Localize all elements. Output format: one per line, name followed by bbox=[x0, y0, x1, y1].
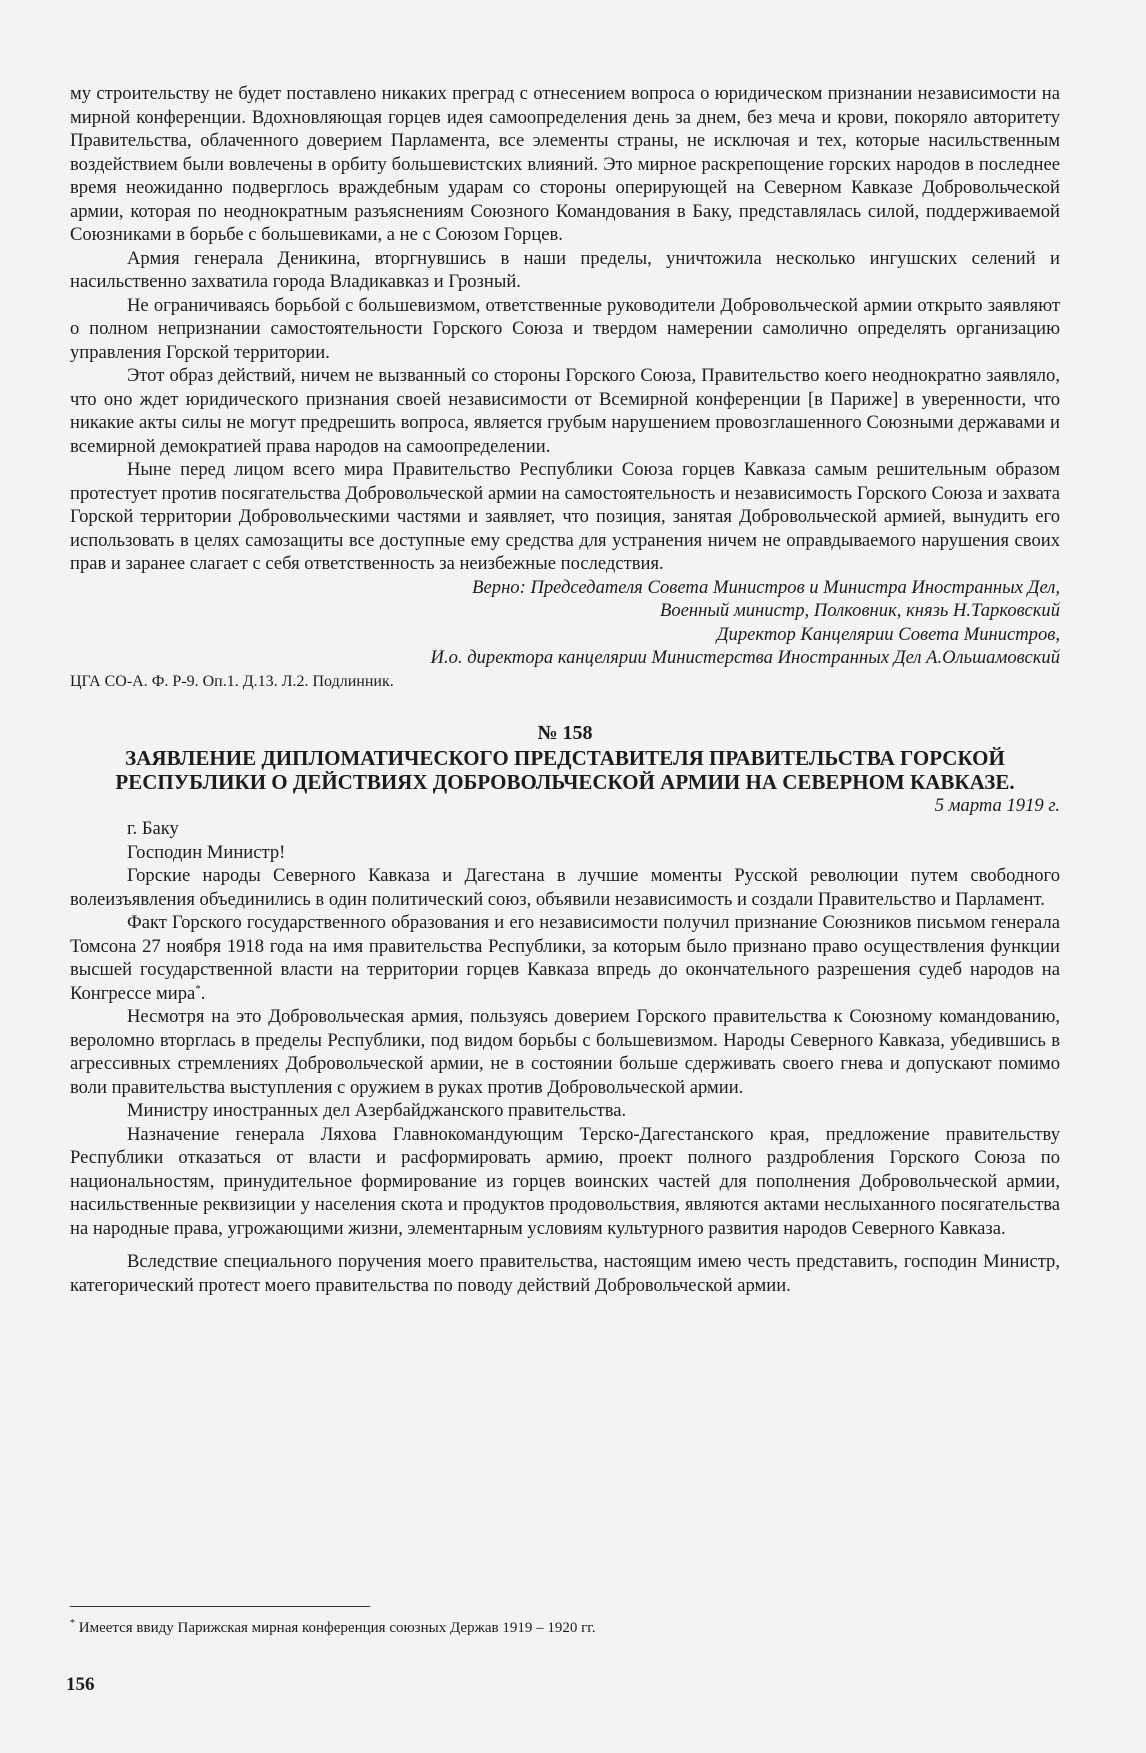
footnote-divider bbox=[70, 1606, 370, 1607]
doc158-paragraph-5: Назначение генерала Ляхова Главнокомандующим Терско-Дагестанского края, предложение правительству Республики отказаться от власти и расформировать армию, проект полного раздробления Горского Союза по национальностям, принудительное формирование из горцев воинских частей для пополнения Добровольческой армии, насильственные реквизиции у населения скота и продуктов продовольствия, являются актами неслыханного посягательства на народные права, угрожающими жизни, элементарным условиям культурного развития народов Северного Кавказа. bbox=[70, 1123, 1060, 1239]
document-number: № 158 bbox=[537, 722, 593, 744]
footnote-text: Имеется ввиду Парижская мирная конференция союзных Держав 1919 – 1920 гг. bbox=[78, 1620, 596, 1636]
body-paragraph-1: му строительству не будет поставлено никаких преград с отнесением вопроса о юридическом признании независимости на мирной конференции. Вдохновляющая горцев идея самоопределения день за днем, без меча и крови, покоряло авторитету Правительства, облаченного доверием Парламента, все элементы страны, не исключая и тех, которые насильственным воздействием были вовлечены в орбиту большевистских влияний. Это мирное раскрепощение горских народов в последнее время неожиданно подверглось враждебным ударам со стороны оперирующей на Северном Кавказе Добровольческой армии, которая по неоднократным разъяснениям Союзного Командования в Баку, представлялась силой, поддерживаемой Союзниками в борьбе с большевиками, а не с Союзом Горцев. bbox=[70, 83, 1060, 245]
footnote-mark: * bbox=[70, 1618, 75, 1629]
doc158-paragraph-6: Вследствие специального поручения моего правительства, настоящим имею честь представить, господин Министр, категорический протест моего правительства по поводу действий Добровольческой армии. bbox=[70, 1251, 1060, 1296]
footnote-reference: * bbox=[195, 982, 201, 995]
document-place: г. Баку bbox=[127, 818, 179, 839]
doc158-paragraph-2-text: Факт Горского государственного образования и его независимости получил признание Союзников письмом генерала Томсона 27 ноября 1918 года на имя правительства Республики, за которым было признано право осуществления функции высшей государственной власти на территории горцев Кавказа впредь до окончательного разрешения судеб народов на Конгрессе мира bbox=[70, 912, 1060, 1004]
document-title-line-1: ЗАЯВЛЕНИЕ ДИПЛОМАТИЧЕСКОГО ПРЕДСТАВИТЕЛЯ ПРАВИТЕЛЬСТВА ГОРСКОЙ bbox=[125, 745, 1005, 770]
footnote bbox=[70, 1620, 870, 1637]
page-number: 156 bbox=[66, 1674, 95, 1695]
signature-line-2: Военный министр, Полковник, князь Н.Тарковский bbox=[659, 600, 1060, 621]
body-paragraph-4: Этот образ действий, ничем не вызванный со стороны Горского Союза, Правительство коего неоднократно заявляло, что оно ждет юридического признания своей независимости от Всемирной конференции [в Париже] в уверенности, что никакие акты силы не могут предрешить вопроса, является грубым нарушением провозглашенного Союзными державами и всемирной демократией права народов на самоопределении. bbox=[70, 365, 1060, 457]
body-paragraph-3: Не ограничиваясь борьбой с большевизмом, ответственные руководители Добровольческой армии открыто заявляют о полном непризнании самостоятельности Горского Союза и твердом намерении самолично определять организацию управления Горской территории. bbox=[70, 294, 1060, 363]
doc158-paragraph-4: Министру иностранных дел Азербайджанского правительства. bbox=[127, 1100, 627, 1121]
doc158-paragraph-1: Горские народы Северного Кавказа и Дагестана в лучшие моменты Русской революции путем свободного волеизъявления объединились в один политический союз, объявили независимость и создали Правительство и Парламент. bbox=[70, 865, 1060, 910]
document-date: 5 марта 1919 г. bbox=[934, 794, 1060, 816]
document-title-line-2: РЕСПУБЛИКИ О ДЕЙСТВИЯХ ДОБРОВОЛЬЧЕСКОЙ АРМИИ НА СЕВЕРНОМ КАВКАЗЕ. bbox=[115, 769, 1015, 794]
signature-line-3: Директор Канцелярии Совета Министров, bbox=[716, 623, 1060, 645]
archive-source: ЦГА СО-А. Ф. Р-9. Оп.1. Д.13. Л.2. Подлинник. bbox=[70, 672, 394, 690]
body-paragraph-5: Ныне перед лицом всего мира Правительство Республики Союза горцев Кавказа самым решительным образом протестует против посягательства Добровольческой армии на самостоятельность и независимость Горского Союза и захвата Горской территории Добровольческими частями и заявляет, что позиция, занятая Добровольческой армией, вынудить его использовать в целях самозащиты все доступные ему средства для устранения ничем не оправдываемого нарушения своих прав и заранее слагает с себя ответственность за неизбежные последствия. bbox=[70, 459, 1060, 574]
main-text bbox=[70, 82, 1060, 1297]
signature-line-1: Верно: Председателя Совета Министров и Министра Иностранных Дел, bbox=[472, 576, 1060, 598]
body-paragraph-2: Армия генерала Деникина, вторгнувшись в наши пределы, уничтожила несколько ингушских селений и насильственно захватила города Владикавказ и Грозный. bbox=[70, 247, 1060, 292]
salutation: Господин Министр! bbox=[127, 841, 286, 863]
signature-line-4: И.о. директора канцелярии Министерства Иностранных Дел А.Ольшамовский bbox=[430, 647, 1060, 668]
doc158-paragraph-3: Несмотря на это Добровольческая армия, пользуясь доверием Горского правительства к Союзному командованию, вероломно вторглась в пределы Республики, под видом борьбы с большевизмом. Народы Северного Кавказа, убедившись в агрессивных стремлениях Добровольческой армии, не в состоянии больше сдерживать своего гнева и допускают помимо воли правительства выступления с оружием в руках против Добровольческой армии. bbox=[70, 1006, 1060, 1098]
doc158-paragraph-2: Факт Горского государственного образования и его независимости получил признание Союзников письмом генерала Томсона 27 ноября 1918 года на имя правительства Республики, за которым было признано право осуществления функции высшей государственной власти на территории горцев Кавказа впредь до окончательного разрешения судеб народов на Конгрессе мира*. bbox=[70, 912, 1060, 1004]
